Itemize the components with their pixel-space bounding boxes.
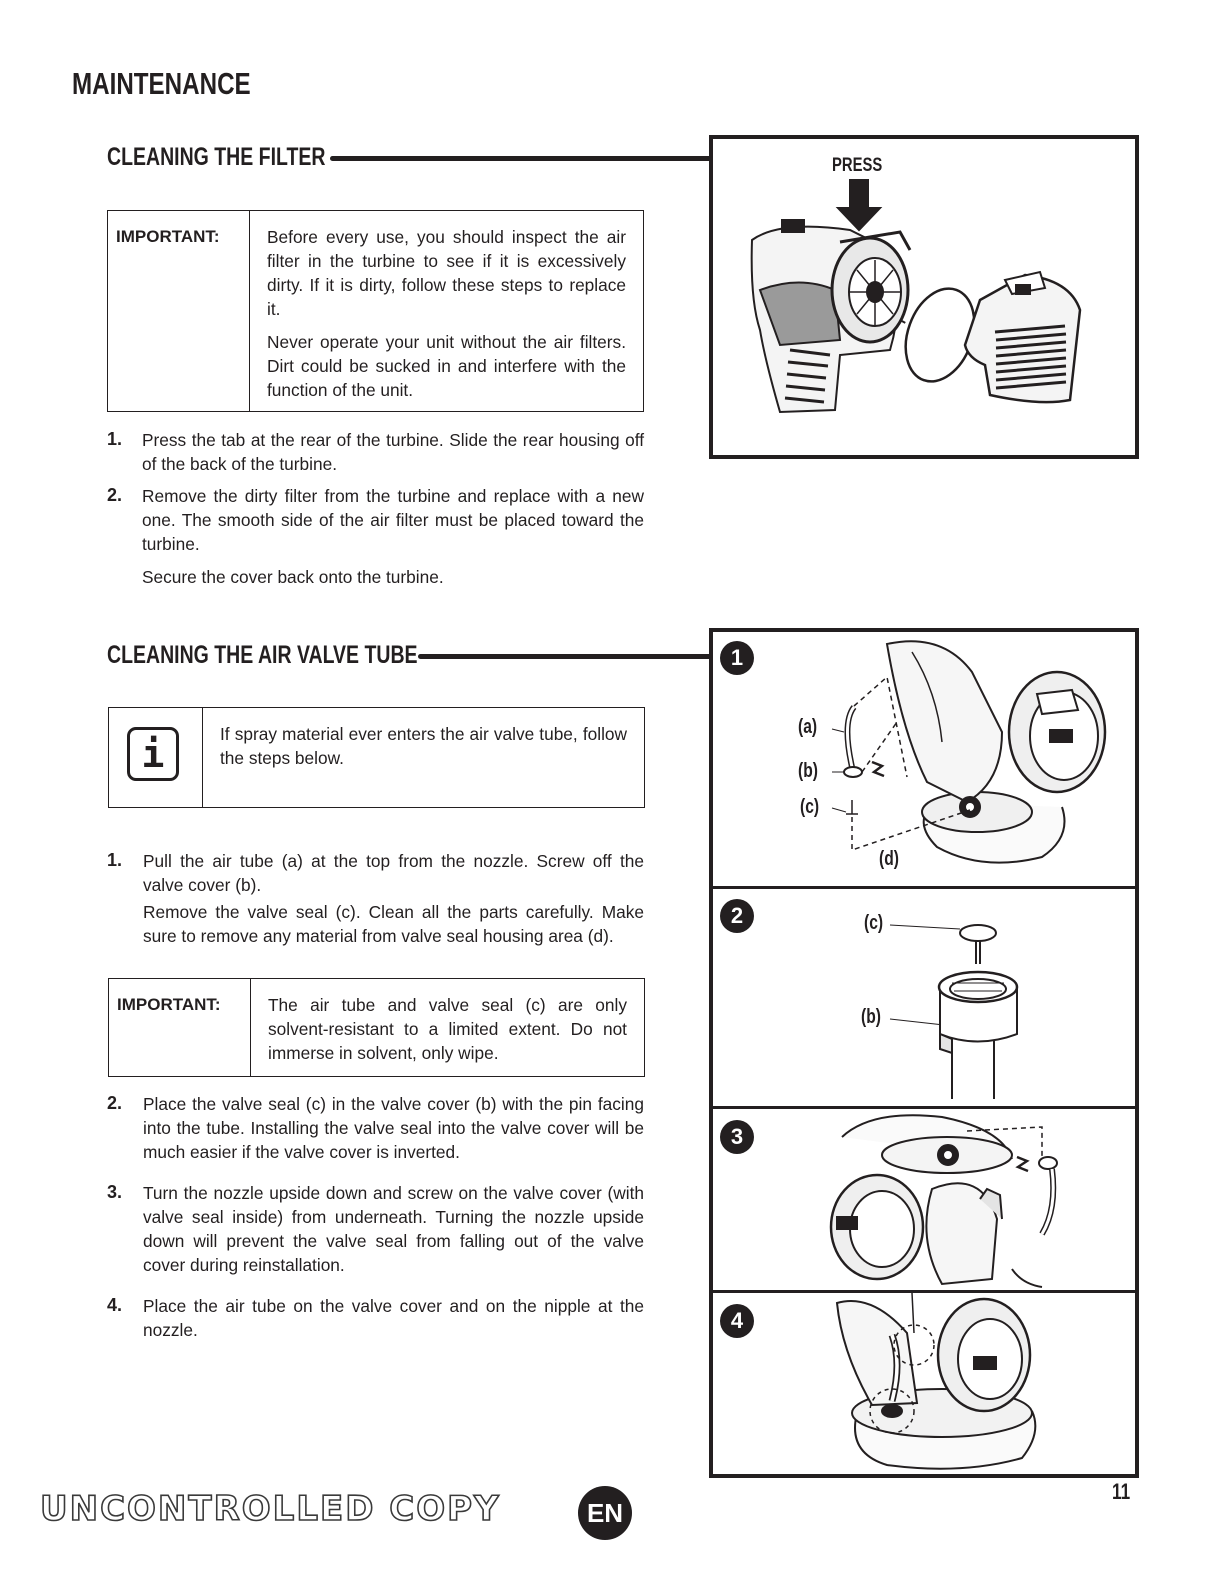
nozzle-reinstall-illustration — [712, 1109, 1137, 1289]
step-paragraph: Secure the cover back onto the turbine. — [142, 567, 444, 587]
section-heading-filter: CLEANING THE FILTER — [107, 143, 326, 171]
step-paragraph: Pull the air tube (a) at the top from the nozzle. Screw off the valve cover (b). — [143, 851, 644, 895]
step-number: 1. — [107, 850, 123, 870]
important-text: The air tube and valve seal (c) are only solvent-resistant to a limited extent. Do not immerse in solvent, only wipe. — [268, 995, 627, 1063]
heading-rule — [418, 654, 714, 659]
press-arrow-icon — [838, 180, 880, 230]
important-label: IMPORTANT: — [116, 227, 220, 246]
valve-seal-illustration — [712, 889, 1137, 1105]
step-paragraph: Place the valve seal (c) in the valve cover (b) with the pin facing into the tube. Installing the valve seal into the valve cover will be much easier if the valve cover is inverted. — [143, 1094, 644, 1162]
step-text — [143, 1181, 644, 1286]
info-box — [108, 707, 645, 808]
watermark: UNCONTROLLED COPY — [40, 1489, 501, 1529]
callout-label: (a) — [798, 716, 818, 738]
step-text — [143, 1294, 644, 1351]
step-paragraph: Place the air tube on the valve cover and on the nipple at the nozzle. — [143, 1296, 644, 1340]
step-number: 1. — [107, 429, 123, 449]
step-paragraph: Remove the dirty filter from the turbine and replace with a new one. The smooth side of the air filter must be placed toward the turbine. — [142, 486, 644, 554]
callout-label: (b) — [861, 1006, 881, 1028]
callout-label: (d) — [879, 848, 899, 870]
box-divider — [249, 211, 250, 411]
step-text — [142, 428, 644, 485]
callout-label: (b) — [798, 760, 818, 782]
figure-number: 1 — [720, 641, 754, 675]
step-text — [143, 849, 644, 957]
figure-number: 2 — [720, 899, 754, 933]
callout-label: (c) — [864, 912, 884, 934]
turbine-filter-illustration — [740, 180, 1120, 420]
important-paragraph: Never operate your unit without the air filters. Dirt could be sucked in and interfere with the function of the unit. — [267, 332, 626, 400]
page-title: MAINTENANCE — [72, 66, 251, 101]
important-paragraph: Before every use, you should inspect the air filter in the turbine to see if it is excessively dirty. If it is dirty, follow these steps to replace it. — [267, 227, 626, 319]
page-number: 11 — [1112, 1479, 1131, 1504]
heading-rule — [330, 156, 714, 161]
info-icon: i — [127, 727, 179, 781]
important-box-air-valve — [108, 978, 645, 1077]
important-box-filter — [107, 210, 644, 412]
important-label: IMPORTANT: — [117, 995, 221, 1014]
step-number: 3. — [107, 1182, 123, 1202]
language-badge: EN — [578, 1486, 632, 1540]
step-number: 2. — [107, 1093, 123, 1113]
step-paragraph: Remove the valve seal (c). Clean all the parts carefully. Make sure to remove any material from valve seal housing area (d). — [143, 902, 644, 946]
nozzle-disassembly-illustration — [712, 632, 1137, 884]
box-divider — [250, 979, 251, 1076]
step-paragraph: Press the tab at the rear of the turbine. Slide the rear housing off of the back of the turbine. — [142, 430, 644, 474]
step-text — [143, 1092, 644, 1173]
press-label: PRESS — [832, 155, 883, 176]
info-text: If spray material ever enters the air valve tube, follow the steps below. — [220, 724, 627, 768]
step-text — [142, 484, 644, 598]
figure-number: 3 — [720, 1120, 754, 1154]
figure-number: 4 — [720, 1304, 754, 1338]
step-paragraph: Turn the nozzle upside down and screw on the valve cover (with valve seal inside) from underneath. Turning the nozzle upside down will prevent the valve seal from falling out of the valve cover during reinstallation. — [143, 1183, 644, 1275]
step-number: 4. — [107, 1295, 123, 1315]
callout-label: (c) — [800, 796, 820, 818]
air-tube-attached-illustration — [712, 1293, 1137, 1475]
important-text — [267, 225, 626, 411]
section-heading-air-valve: CLEANING THE AIR VALVE TUBE — [107, 641, 418, 669]
box-divider — [202, 708, 203, 807]
step-number: 2. — [107, 485, 123, 505]
